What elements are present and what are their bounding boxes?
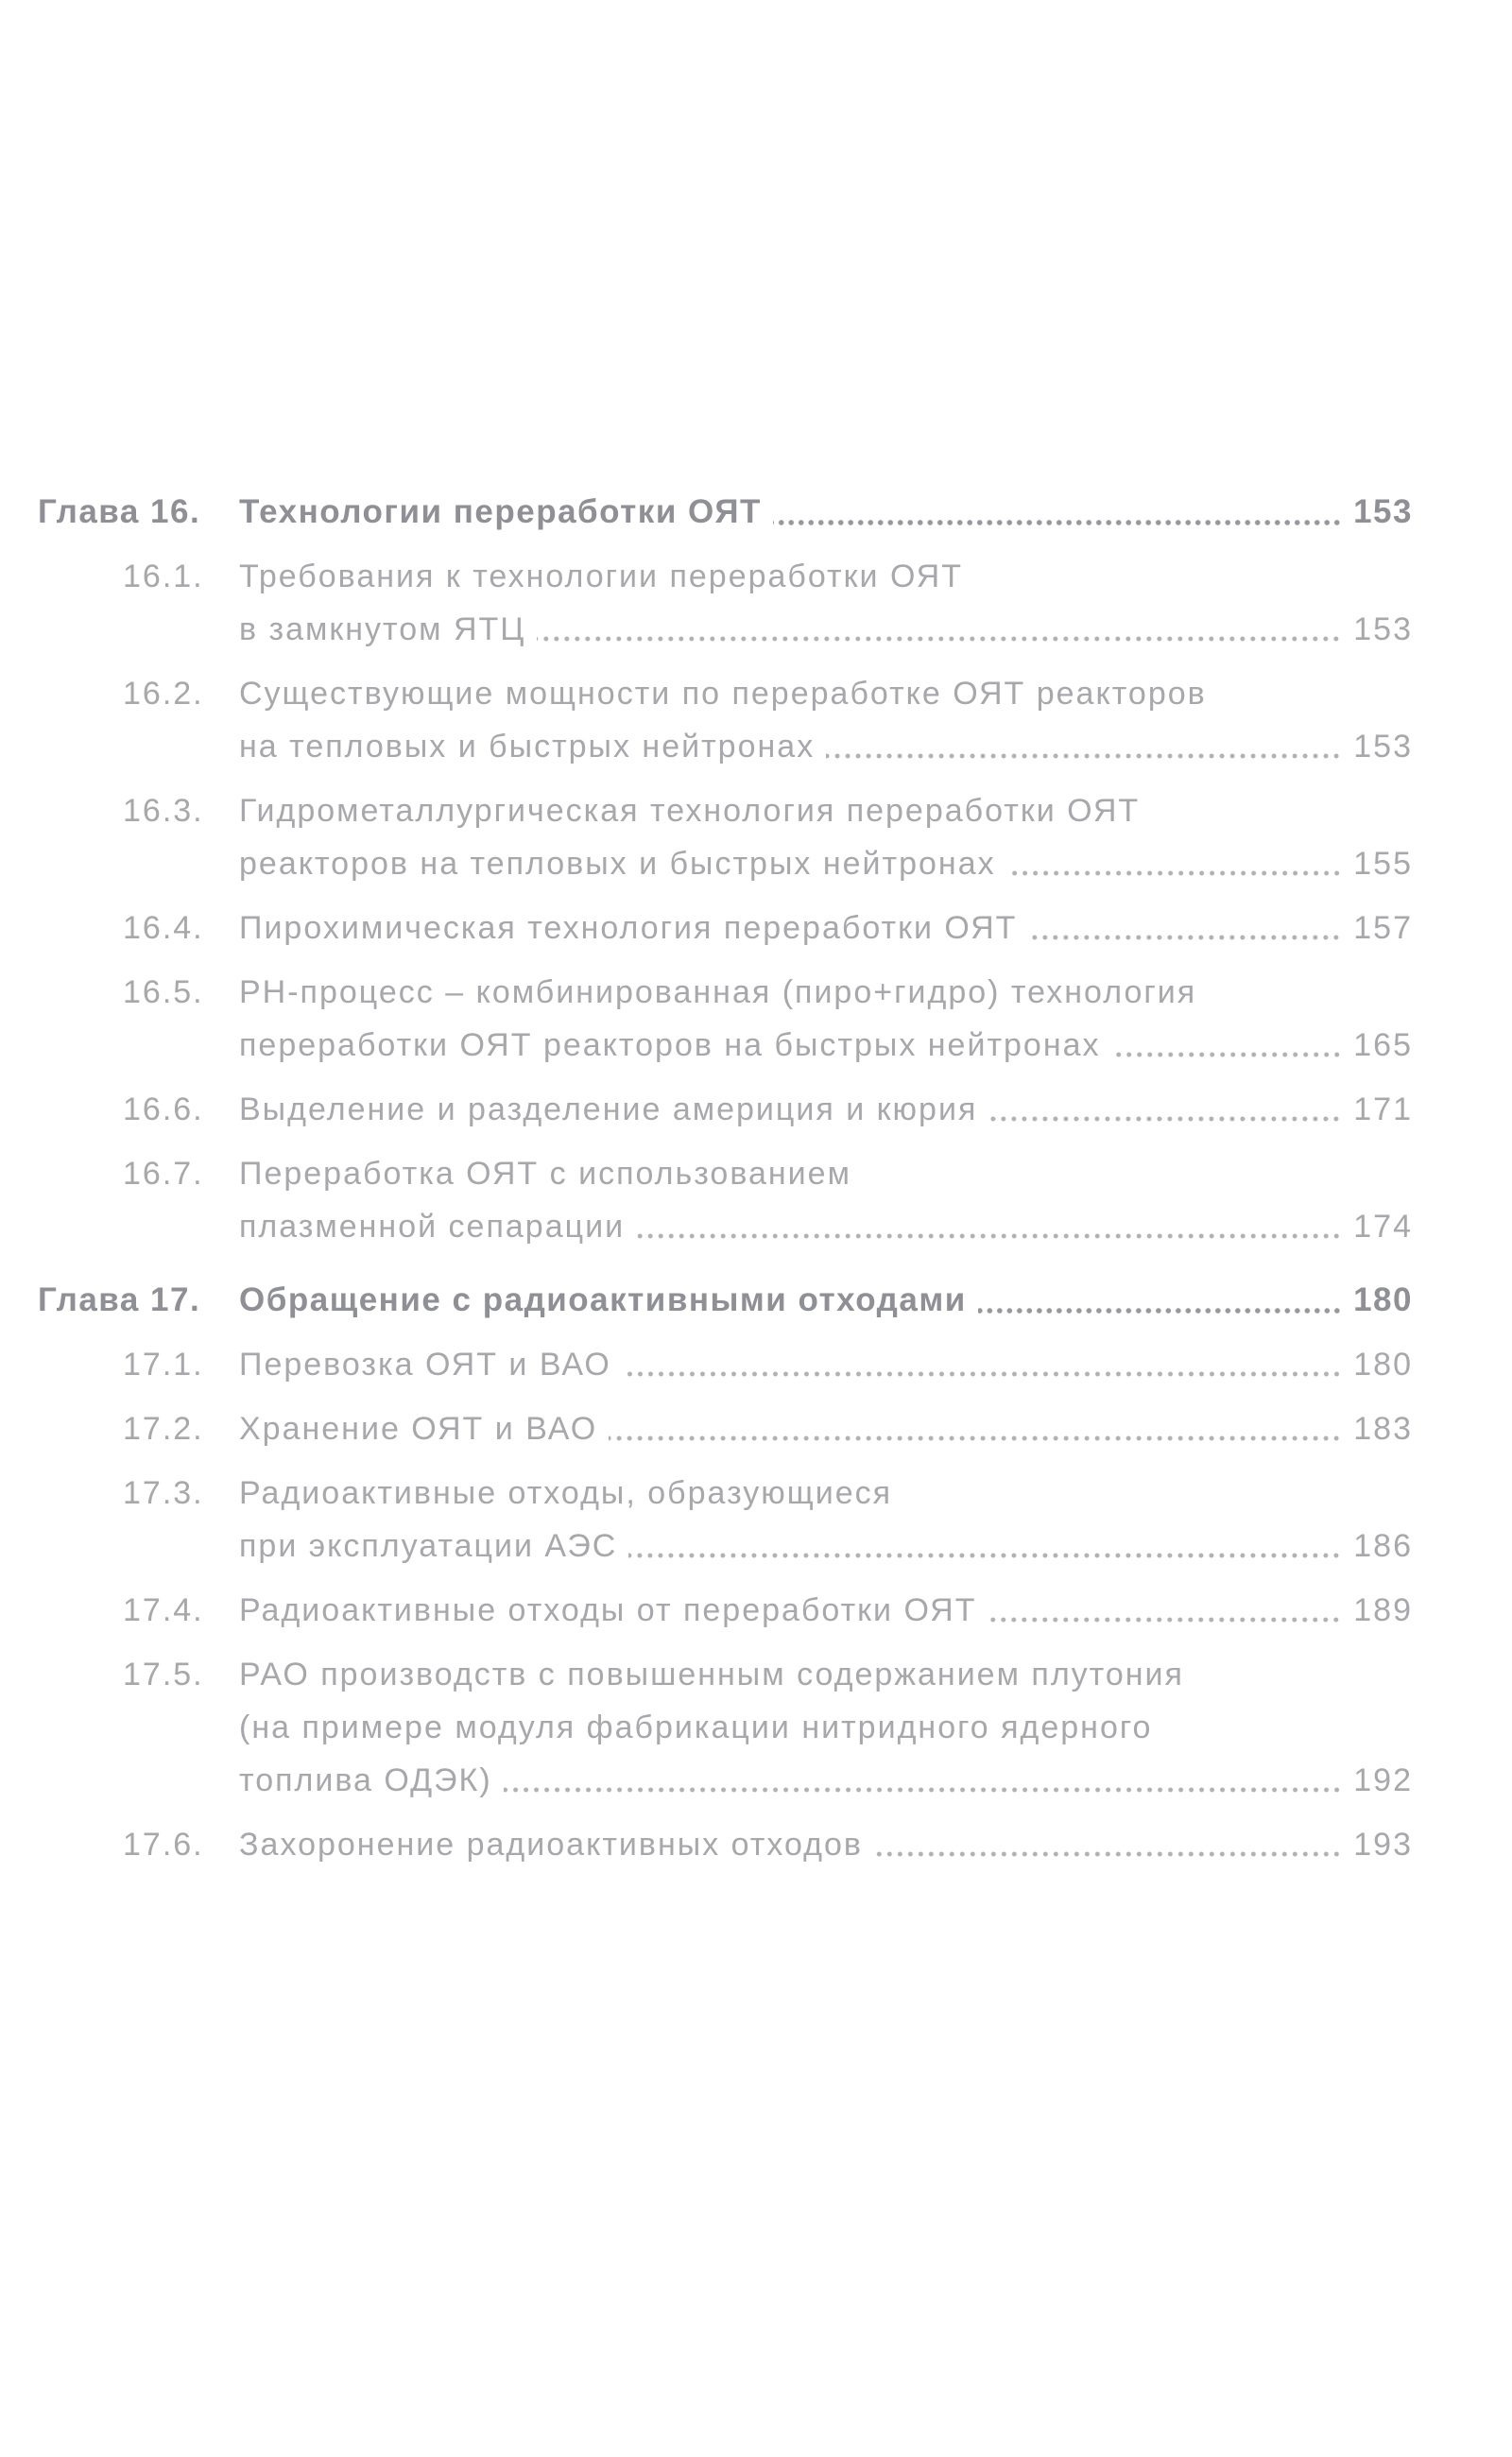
toc-item-entry — [38, 550, 1413, 656]
item-title-line: Радиоактивные отходы от переработки ОЯТ — [239, 1592, 977, 1628]
toc-line — [38, 1648, 1413, 1701]
toc-line — [38, 837, 1413, 890]
item-title-line: Захоронение радиоактивных отходов — [239, 1827, 863, 1863]
item-title-line: на тепловых и быстрых нейтронах — [239, 729, 816, 765]
item-number: 17.6. — [123, 1827, 204, 1863]
item-title-line: плазменной сепарации — [239, 1209, 626, 1245]
dot-leader — [874, 1851, 1344, 1857]
item-title-line: РН-процесс – комбинированная (пиро+гидро) технология — [239, 974, 1197, 1010]
page-number: 153 — [1353, 493, 1413, 530]
toc-line — [38, 1467, 1413, 1520]
toc-item-entry — [38, 1402, 1413, 1455]
table-of-contents — [38, 486, 1413, 1882]
toc-item-entry — [38, 1467, 1413, 1572]
chapter-label: Глава 17. — [38, 1281, 201, 1318]
item-title-line: Пирохимическая технология переработки ОЯТ — [239, 910, 1018, 946]
toc-chapter-entry — [38, 1274, 1413, 1327]
item-title-line: Выделение и разделение америция и кюрия — [239, 1091, 978, 1127]
page-number: 165 — [1353, 1027, 1413, 1063]
item-number: 17.2. — [123, 1411, 204, 1447]
dot-leader — [1112, 1052, 1345, 1057]
toc-line — [38, 1701, 1413, 1754]
dot-leader — [988, 1116, 1344, 1122]
page-number: 171 — [1353, 1091, 1413, 1127]
toc-item-entry — [38, 1818, 1413, 1871]
item-title-line: переработки ОЯТ реакторов на быстрых нейтронах — [239, 1027, 1101, 1063]
dot-leader — [636, 1233, 1344, 1239]
item-title-line: топлива ОДЭК) — [239, 1762, 492, 1798]
item-number: 16.2. — [123, 676, 204, 712]
toc-line — [38, 1520, 1413, 1572]
toc-line — [38, 1019, 1413, 1072]
dot-leader — [1028, 935, 1344, 940]
page-number: 157 — [1353, 910, 1413, 946]
toc-chapter-entry — [38, 486, 1413, 539]
item-title-line: Требования к технологии переработки ОЯТ — [239, 558, 963, 594]
dot-leader — [988, 1617, 1344, 1623]
item-number: 17.5. — [123, 1657, 204, 1692]
item-title-line: Радиоактивные отходы, образующиеся — [239, 1475, 893, 1511]
toc-line — [38, 550, 1413, 603]
item-title-line: Хранение ОЯТ и ВАО — [239, 1411, 598, 1447]
page-number: 189 — [1353, 1592, 1413, 1628]
item-number: 16.5. — [123, 974, 204, 1010]
toc-item-entry — [38, 1147, 1413, 1253]
item-title-line: РАО производств с повышенным содержанием плутония — [239, 1657, 1184, 1692]
toc-item-entry — [38, 902, 1413, 954]
dot-leader — [623, 1371, 1344, 1377]
page-number: 193 — [1353, 1827, 1413, 1863]
page-number: 155 — [1353, 846, 1413, 882]
item-number: 17.3. — [123, 1475, 204, 1511]
toc-item-entry — [38, 667, 1413, 773]
dot-leader — [537, 636, 1344, 642]
toc-item-entry — [38, 1584, 1413, 1637]
toc-line — [38, 1083, 1413, 1136]
dot-leader — [609, 1435, 1344, 1441]
item-title-line: (на примере модуля фабрикации нитридного ядерного — [239, 1710, 1153, 1745]
item-title-line: Переработка ОЯТ с использованием — [239, 1156, 851, 1192]
chapter-title: Технологии переработки ОЯТ — [239, 493, 762, 530]
chapter-label: Глава 16. — [38, 493, 201, 530]
item-number: 16.1. — [123, 558, 204, 594]
toc-line — [38, 902, 1413, 954]
toc-line — [38, 603, 1413, 656]
dot-leader — [1007, 870, 1345, 876]
dot-leader — [773, 520, 1344, 525]
toc-line — [38, 1200, 1413, 1253]
dot-leader — [628, 1553, 1344, 1558]
toc-item-entry — [38, 1648, 1413, 1807]
toc-line — [38, 1274, 1413, 1327]
toc-line — [38, 1402, 1413, 1455]
item-number: 16.7. — [123, 1156, 204, 1192]
item-title-line: Перевозка ОЯТ и ВАО — [239, 1347, 611, 1383]
toc-line — [38, 966, 1413, 1019]
toc-line — [38, 1818, 1413, 1871]
chapter-title: Обращение с радиоактивными отходами — [239, 1281, 967, 1318]
toc-item-entry — [38, 1083, 1413, 1136]
item-title-line: в замкнутом ЯТЦ — [239, 611, 526, 647]
item-title-line: при эксплуатации АЭС — [239, 1528, 618, 1564]
item-title-line: Существующие мощности по переработке ОЯТ реакторов — [239, 676, 1207, 712]
toc-line — [38, 1584, 1413, 1637]
item-number: 16.4. — [123, 910, 204, 946]
item-title-line: реакторов на тепловых и быстрых нейтронах — [239, 846, 996, 882]
page-number: 192 — [1353, 1762, 1413, 1798]
toc-line — [38, 784, 1413, 837]
dot-leader — [978, 1308, 1344, 1314]
toc-line — [38, 720, 1413, 773]
dot-leader — [504, 1787, 1345, 1793]
dot-leader — [826, 753, 1344, 759]
toc-line — [38, 486, 1413, 539]
page-number: 180 — [1353, 1347, 1413, 1383]
page-number: 186 — [1353, 1528, 1413, 1564]
toc-line — [38, 1147, 1413, 1200]
item-title-line: Гидрометаллургическая технология переработки ОЯТ — [239, 793, 1141, 829]
toc-item-entry — [38, 966, 1413, 1072]
toc-item-entry — [38, 1338, 1413, 1391]
toc-line — [38, 1754, 1413, 1807]
page-number: 153 — [1353, 611, 1413, 647]
item-number: 16.3. — [123, 793, 204, 829]
item-number: 17.4. — [123, 1592, 204, 1628]
toc-item-entry — [38, 784, 1413, 890]
page-number: 153 — [1353, 729, 1413, 765]
toc-line — [38, 1338, 1413, 1391]
page-number: 174 — [1353, 1209, 1413, 1245]
item-number: 16.6. — [123, 1091, 204, 1127]
page-number: 183 — [1353, 1411, 1413, 1447]
page-number: 180 — [1353, 1281, 1413, 1318]
item-number: 17.1. — [123, 1347, 204, 1383]
toc-line — [38, 667, 1413, 720]
